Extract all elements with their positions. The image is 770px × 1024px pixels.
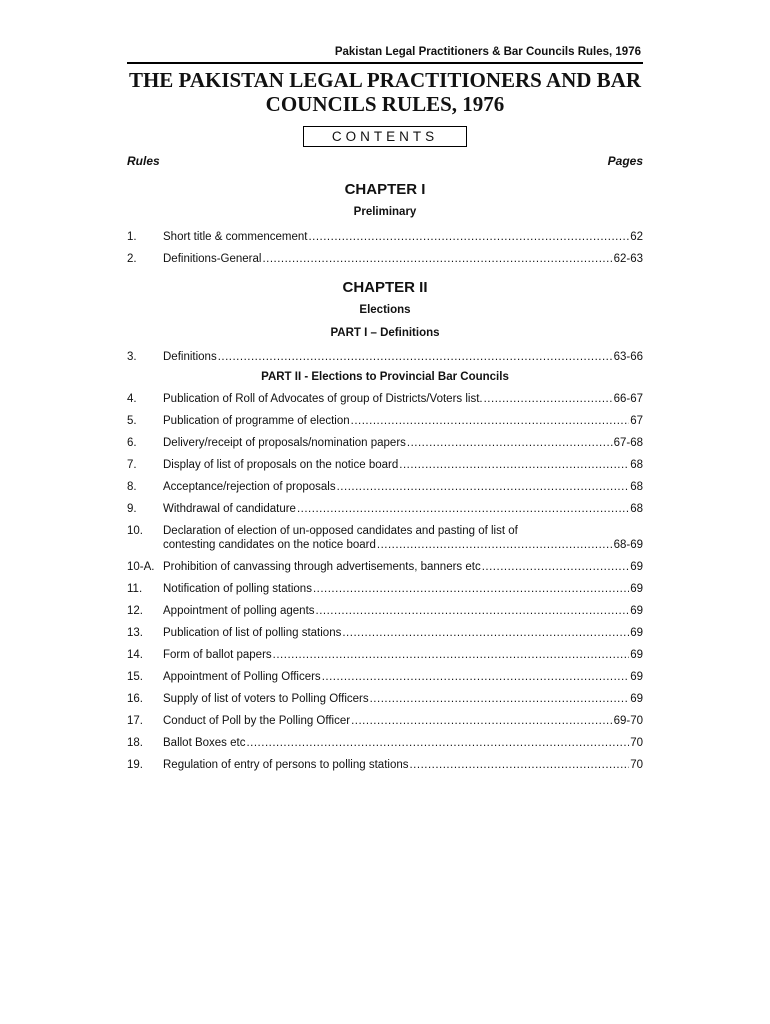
rule-number: 5. — [127, 415, 137, 427]
rule-number: 7. — [127, 459, 137, 471]
rules-column-label: Rules — [127, 154, 160, 168]
page-reference: 69 — [630, 583, 643, 595]
header-rule — [127, 62, 643, 64]
dot-leader — [322, 670, 630, 684]
part-2-entries — [127, 392, 643, 772]
rule-number: 2. — [127, 253, 137, 265]
dot-leader — [377, 538, 613, 552]
rule-title: contesting candidates on the notice board — [163, 539, 376, 551]
rule-number: 9. — [127, 503, 137, 515]
rule-title: Publication of programme of election — [163, 415, 350, 427]
dot-leader — [409, 758, 629, 772]
rule-title-line-1: Declaration of election of un-opposed candidates and pasting of list of — [163, 525, 518, 537]
dot-leader — [342, 626, 629, 640]
page-reference: 68 — [630, 503, 643, 515]
dot-leader — [482, 560, 629, 574]
toc-entry — [127, 252, 643, 266]
page-reference: 67-68 — [613, 437, 643, 449]
dot-leader — [370, 692, 630, 706]
rule-title: Conduct of Poll by the Polling Officer — [163, 715, 351, 727]
rule-number: 17. — [127, 715, 143, 727]
page-reference: 68 — [630, 459, 643, 471]
chapter-1-entries — [127, 230, 643, 266]
rule-title: Prohibition of canvassing through advertisements, banners etc — [163, 561, 481, 573]
rule-number: 13. — [127, 627, 143, 639]
toc-entry — [127, 480, 643, 494]
dot-leader — [399, 458, 629, 472]
rule-number: 4. — [127, 393, 137, 405]
rule-title: Form of ballot papers — [163, 649, 272, 661]
running-header — [127, 44, 643, 60]
chapter-2-subheading: Elections — [359, 304, 411, 316]
rule-title: Ballot Boxes etc — [163, 737, 246, 749]
page-reference: 69 — [630, 627, 643, 639]
page-reference: 69-70 — [613, 715, 643, 727]
page-reference: 69 — [630, 693, 643, 705]
toc-entry — [127, 524, 643, 552]
page-title: THE PAKISTAN LEGAL PRACTITIONERS AND BAR COUNCILS RULES, 1976 — [128, 68, 642, 116]
rule-number: 12. — [127, 605, 143, 617]
rule-title: Appointment of polling agents — [163, 605, 315, 617]
rule-number: 14. — [127, 649, 143, 661]
part-1-entries — [127, 350, 643, 364]
dot-leader — [337, 480, 630, 494]
dot-leader — [262, 252, 612, 266]
part-2-heading: PART II - Elections to Provincial Bar Councils — [261, 371, 509, 383]
dot-leader — [484, 392, 613, 406]
dot-leader — [351, 414, 630, 428]
rule-number: 11. — [127, 583, 143, 595]
toc-entry — [127, 626, 643, 640]
page-reference: 67 — [630, 415, 643, 427]
rule-number: 10-A. — [127, 561, 155, 573]
rule-title: Delivery/receipt of proposals/nomination papers — [163, 437, 406, 449]
rule-number: 10. — [127, 525, 143, 537]
rule-title: Short title & commencement — [163, 231, 308, 243]
dot-leader — [218, 350, 613, 364]
rule-number: 6. — [127, 437, 137, 449]
toc-entry — [127, 230, 643, 244]
rule-number: 19. — [127, 759, 143, 771]
page-reference: 63-66 — [613, 351, 643, 363]
page-reference: 70 — [630, 737, 643, 749]
toc-entry — [127, 582, 643, 596]
rule-title: Appointment of Polling Officers — [163, 671, 321, 683]
dot-leader — [316, 604, 630, 618]
rule-number: 3. — [127, 351, 137, 363]
toc-entry — [127, 736, 643, 750]
toc-entry — [127, 648, 643, 662]
dot-leader — [308, 230, 629, 244]
toc-entry — [127, 692, 643, 706]
chapter-2-heading: CHAPTER II — [342, 279, 428, 296]
toc-entry — [127, 758, 643, 772]
page-reference: 68-69 — [613, 539, 643, 551]
contents-label: CONTENTS — [303, 126, 467, 147]
toc-entry — [127, 502, 643, 516]
rule-title: Notification of polling stations — [163, 583, 312, 595]
rule-title: Publication of Roll of Advocates of group of Districts/Voters list. — [163, 393, 483, 405]
page-reference: 69 — [630, 605, 643, 617]
pages-column-label: Pages — [607, 154, 643, 168]
page-reference: 66-67 — [613, 393, 643, 405]
dot-leader — [351, 714, 612, 728]
toc-entry — [127, 560, 643, 574]
dot-leader — [297, 502, 629, 516]
page-reference: 69 — [630, 649, 643, 661]
rule-number: 16. — [127, 693, 143, 705]
toc-entry — [127, 670, 643, 684]
toc-entry — [127, 436, 643, 450]
toc-entry — [127, 392, 643, 406]
dot-leader — [273, 648, 630, 662]
toc-entry — [127, 714, 643, 728]
chapter-1-heading: CHAPTER I — [344, 181, 426, 198]
page-reference: 68 — [630, 481, 643, 493]
chapter-1-subheading: Preliminary — [353, 206, 417, 218]
page-reference: 62 — [630, 231, 643, 243]
page-reference: 69 — [630, 561, 643, 573]
rule-title: Display of list of proposals on the notice board — [163, 459, 399, 471]
toc-entry — [127, 414, 643, 428]
rule-title: Publication of list of polling stations — [163, 627, 342, 639]
rule-number: 18. — [127, 737, 143, 749]
rule-title: Definitions-General — [163, 253, 262, 265]
dot-leader — [313, 582, 629, 596]
toc-entry — [127, 458, 643, 472]
rule-title: Regulation of entry of persons to polling stations — [163, 759, 409, 771]
page-reference: 70 — [630, 759, 643, 771]
column-headers — [127, 154, 643, 174]
page-reference: 62-63 — [613, 253, 643, 265]
rule-number: 1. — [127, 231, 137, 243]
toc-entry — [127, 350, 643, 364]
document-page — [127, 44, 643, 772]
rule-title: Definitions — [163, 351, 217, 363]
toc-entry — [127, 604, 643, 618]
rule-title: Withdrawal of candidature — [163, 503, 296, 515]
rule-title: Acceptance/rejection of proposals — [163, 481, 336, 493]
rule-number: 15. — [127, 671, 143, 683]
dot-leader — [246, 736, 629, 750]
page-reference: 69 — [630, 671, 643, 683]
part-1-heading: PART I – Definitions — [330, 327, 440, 339]
dot-leader — [407, 436, 613, 450]
rule-number: 8. — [127, 481, 137, 493]
rule-title: Supply of list of voters to Polling Officers — [163, 693, 369, 705]
running-title: Pakistan Legal Practitioners & Bar Councils Rules, 1976 — [334, 46, 641, 58]
